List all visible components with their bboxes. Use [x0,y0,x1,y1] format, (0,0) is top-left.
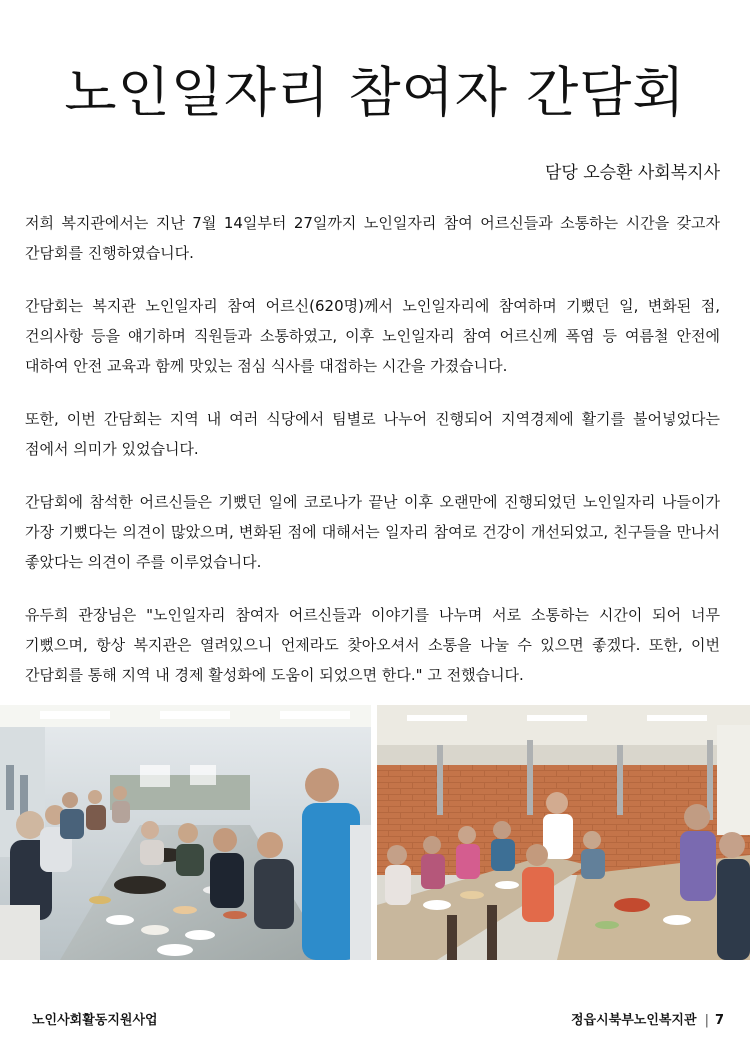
footer-organization-name: 정읍시북부노인복지관 [570,1013,697,1028]
paragraph-1: 저희 복지관에서는 지난 7월 14일부터 27일까지 노인일자리 참여 어르신들과 소통하는 시간을 갖고자 간담회를 진행하였습니다. [25,214,720,262]
author-line: 담당 오승환 사회복지사 [544,163,720,183]
paragraph-2: 간담회는 복지관 노인일자리 참여 어르신(620명)께서 노인일자리에 참여하며 기뻤던 일, 변화된 점, 건의사항 등을 얘기하며 직원들과 소통하였고, 이후 노인일자리 참여 어르신께 폭염 등 여름철 안전에 대하여 안전 교육과 함께 맛있는 점심 식사를 대접하는 시간을 가졌습니다. [25,297,720,375]
photo-right-image [377,705,750,960]
footer-separator: | [704,1013,709,1028]
footer-program-name: 노인사회활동지원사업 [32,1013,158,1028]
photo-left-image [0,705,371,960]
article-body [25,208,720,713]
page-title: 노인일자리 참여자 간담회 [64,61,686,124]
paragraph-5: 유두희 관장님은 "노인일자리 참여자 어르신들과 이야기를 나누며 서로 소통하는 시간이 되어 너무 기뻤으며, 항상 복지관은 열려있으니 언제라도 찾아오셔서 소통을 나눌 수 있으면 좋겠다. 또한, 이번 간담회를 통해 지역 내 경제 활성화에 도움이 되었으면 한다." 고 전했습니다. [25,606,720,684]
paragraph-3: 또한, 이번 간담회는 지역 내 여러 식당에서 팀별로 나누어 진행되어 지역경제에 활기를 불어넣었다는 점에서 의미가 있었습니다. [25,410,720,458]
footer-organization [571,1009,724,1028]
paragraph-4: 간담회에 참석한 어르신들은 기뻤던 일에 코로나가 끝난 이후 오랜만에 진행되었던 노인일자리 나들이가 가장 기뻤다는 의견이 많았으며, 변화된 점에 대해서는 일자리 참여로 건강이 개선되었고, 친구들을 만나서 좋았다는 의견이 주를 이루었습니다. [25,493,720,571]
photo-restaurant-meeting-left [0,705,371,960]
page-number: 7 [714,1013,724,1028]
photo-restaurant-meeting-right [377,705,750,960]
